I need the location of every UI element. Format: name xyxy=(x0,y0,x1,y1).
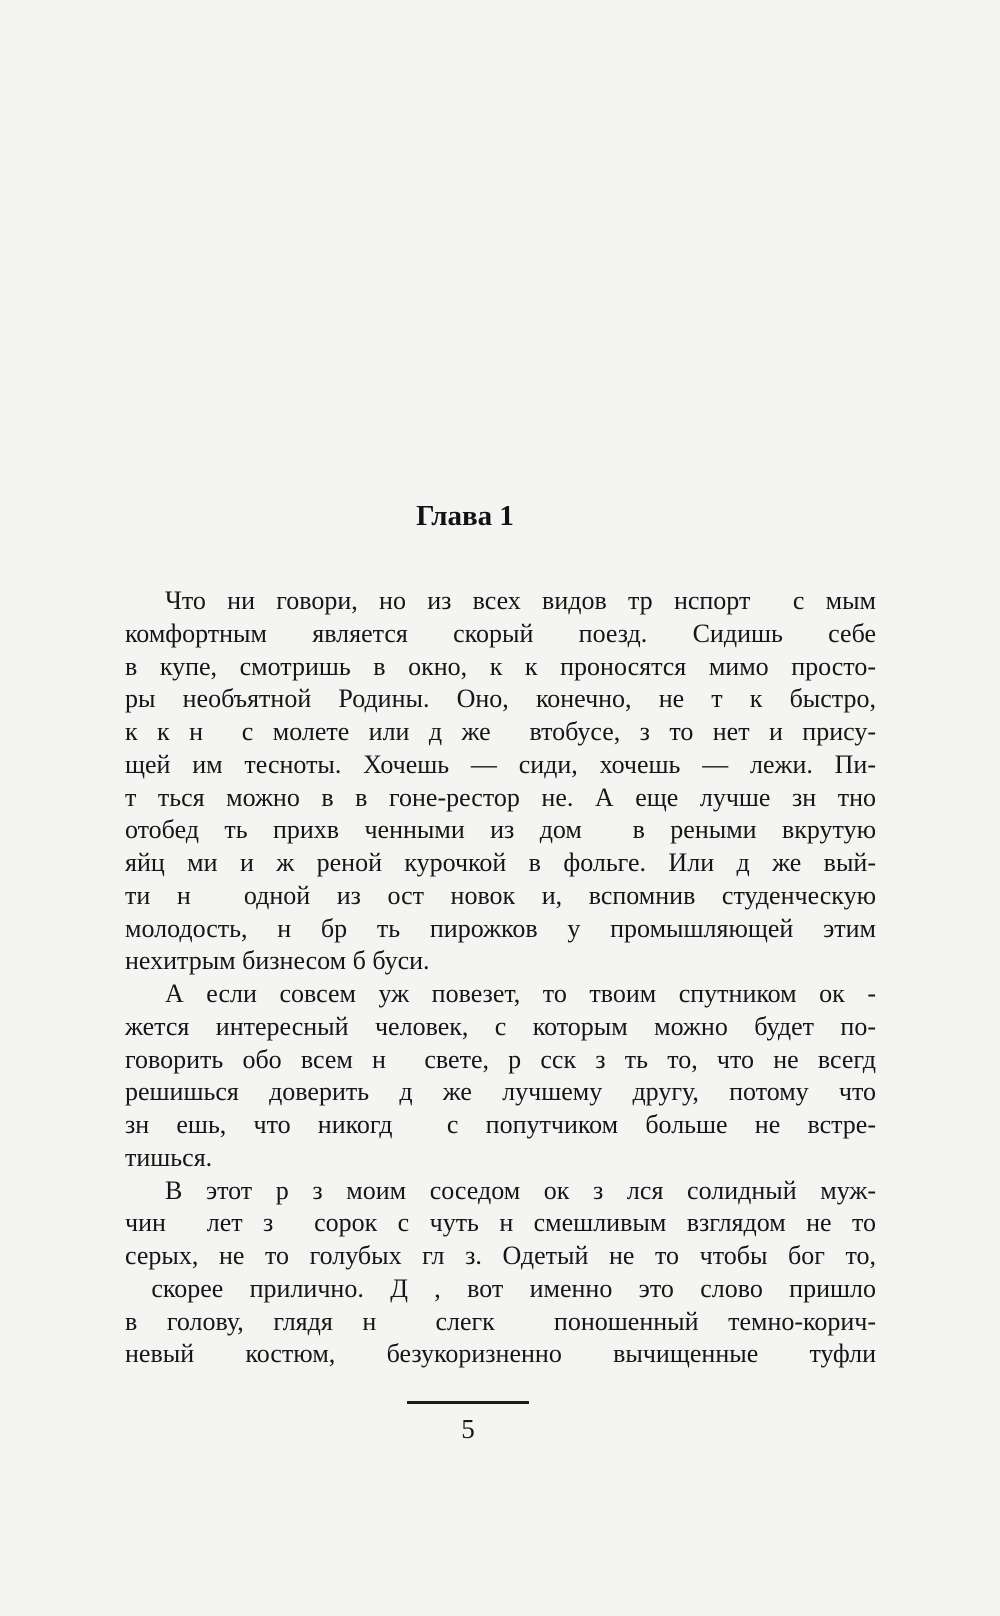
text-line: говорить обо всем н свете, р сск з ть то, что не всегд xyxy=(125,1044,876,1074)
text-line: невый костюм, безукоризненно вычищенные туфли xyxy=(125,1339,876,1369)
text-line: серых, не то голубых гл з. Одетый не то чтобы бог то, xyxy=(125,1241,876,1270)
text-line: в купе, смотришь в окно, к к проносятся мимо просто- xyxy=(125,651,876,681)
text-line: А если совсем уж повезет, то твоим спутником ок - xyxy=(165,979,876,1008)
text-line: жется интересный человек, с которым можно будет по- xyxy=(125,1011,876,1041)
text-line: молодость, н бр ть пирожков у промышляющей этим xyxy=(125,913,876,943)
text-line: Что ни говори, но из всех видов тр нспорт с мым xyxy=(165,586,876,615)
text-line: нехитрым бизнесом б буси. xyxy=(125,946,430,976)
page-number: 5 xyxy=(461,1414,475,1444)
text-line: к к н с молете или д же втобусе, з то нет и прису- xyxy=(125,717,876,746)
text-line: ры необъятной Родины. Оно, конечно, не т к быстро, xyxy=(125,684,876,714)
text-line: скорее прилично. Д , вот именно это слово пришло xyxy=(125,1273,876,1303)
chapter-heading: Глава 1 xyxy=(416,500,514,532)
text-line: В этот р з моим соседом ок з лся солидный муж- xyxy=(165,1175,876,1205)
text-line: ти н одной из ост новок и, вспомнив студенческую xyxy=(125,880,876,910)
text-line: решишься доверить д же лучшему другу, потому что xyxy=(125,1077,876,1107)
text-line: щей им тесноты. Хочешь — сиди, хочешь — лежи. Пи- xyxy=(125,749,876,779)
text-line: т ться можно в в гоне-рестор не. А еще лучше зн тно xyxy=(125,782,876,812)
text-line: отобед ть прихв ченными из дом в реными вкрутую xyxy=(125,815,876,845)
page-footer xyxy=(0,1401,936,1445)
text-line: яйц ми и ж реной курочкой в фольге. Или д же вый- xyxy=(125,848,876,877)
text-line: чин лет з сорок с чуть н смешливым взглядом не то xyxy=(125,1208,876,1238)
text-line: комфортным является скорый поезд. Сидишь себе xyxy=(125,618,876,648)
text-block xyxy=(125,585,876,1371)
text-line: в голову, глядя н слегк поношенный темно-корич- xyxy=(125,1306,876,1336)
text-line: тишься. xyxy=(125,1142,213,1172)
footer-rule xyxy=(407,1401,529,1404)
text-line: зн ешь, что никогд с попутчиком больше не встре- xyxy=(125,1110,876,1139)
